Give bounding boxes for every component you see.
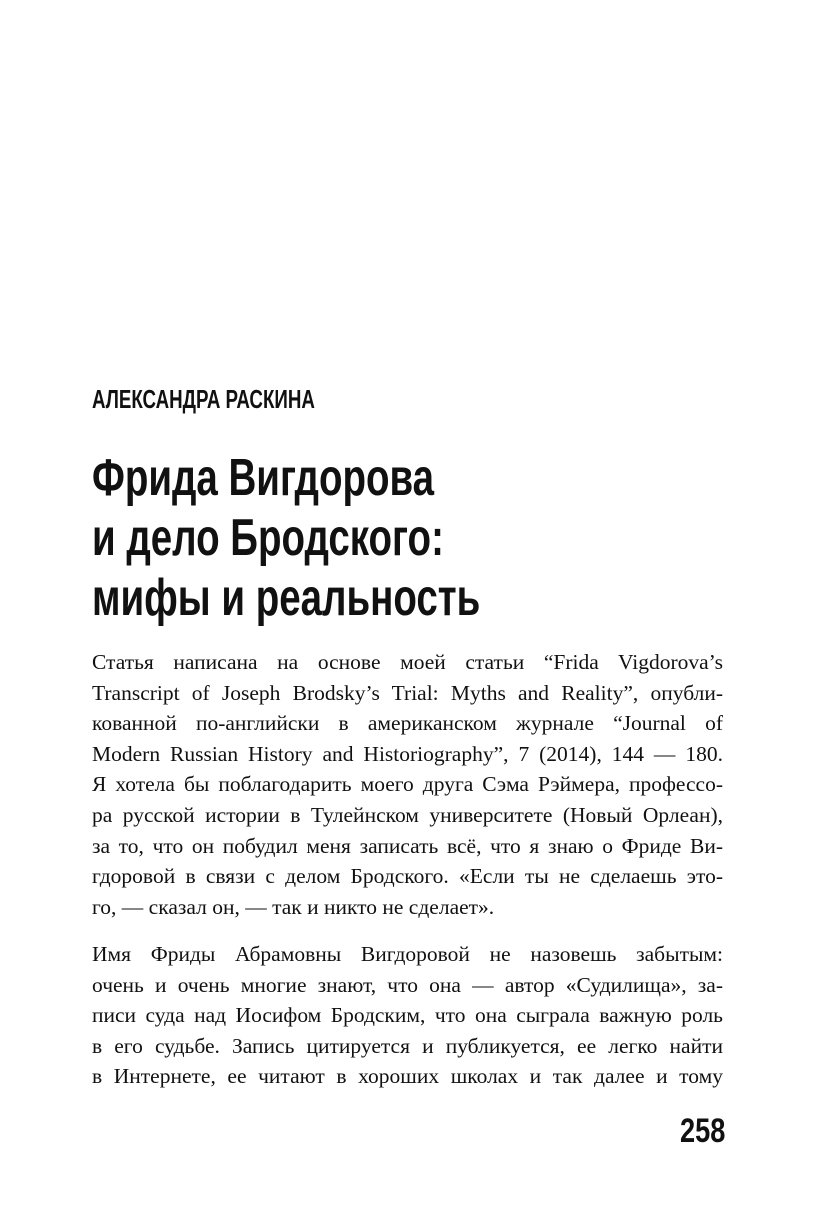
intro-footnote-paragraph <box>92 647 723 922</box>
text-line: в его судьбе. Запись цитируется и публикуется, ее легко найти <box>92 1033 723 1058</box>
text-line: гдоровой в связи с делом Бродского. «Если ты не сделаешь это- <box>92 864 723 889</box>
author-name: АЛЕКСАНДРА РАСКИНА <box>92 384 315 414</box>
text-line: ра русской истории в Тулейнском университете (Новый Орлеан), <box>92 802 723 827</box>
page-number: 258 <box>680 1112 726 1150</box>
title-line: мифы и реальность <box>92 569 481 627</box>
body-paragraph <box>92 939 723 1092</box>
text-line: за то, что он побудил меня записать всё, что я знаю о Фриде Ви- <box>92 833 723 858</box>
text-line: Статья написана на основе моей статьи “Frida Vigdorova’s <box>92 650 723 674</box>
article-title <box>92 448 480 628</box>
text-line: очень и очень многие знают, что она — автор «Судилища», за- <box>92 972 723 997</box>
text-line: кованной по-английски в американском журнале “Journal of <box>92 711 723 736</box>
text-line: в Интернете, ее читают в хороших школах и так далее и тому <box>92 1064 723 1089</box>
title-line: Фрида Вигдорова <box>92 449 435 507</box>
text-line: Transcript of Joseph Brodsky’s Trial: Myths and Reality”, опубли- <box>92 680 723 705</box>
text-line: писи суда над Иосифом Бродским, что она сыграла важную роль <box>92 1003 723 1028</box>
text-line: Я хотела бы поблагодарить моего друга Сэма Рэймера, профессо- <box>92 772 723 797</box>
text-line: Имя Фриды Абрамовны Вигдоровой не назовешь забытым: <box>92 942 723 966</box>
text-line: го, — сказал он, — так и никто не сделает». <box>92 894 495 919</box>
title-line: и дело Бродского: <box>92 509 444 567</box>
text-line: Modern Russian History and Historiography”, 7 (2014), 144 — 180. <box>92 741 723 766</box>
